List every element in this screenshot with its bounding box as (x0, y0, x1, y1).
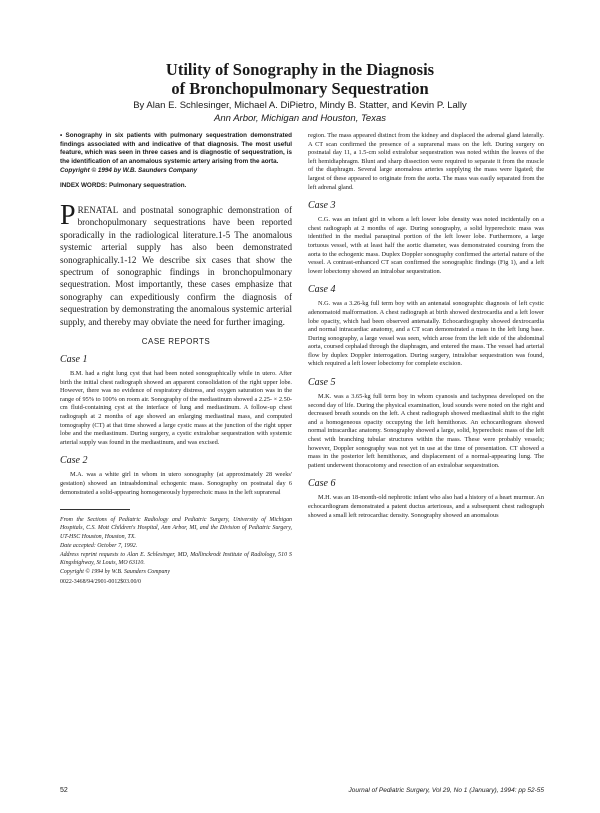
footnote-accepted: Date accepted: October 7, 1992. (60, 542, 138, 549)
case-4-heading: Case 4 (308, 284, 336, 296)
journal-citation: Journal of Pediatric Surgery, Vol 29, No 1 (January), 1994: pp 52-55 (348, 787, 544, 794)
case-3-text: C.G. was an infant girl in whom a left lower lobe density was noted incidentally on a chest radiograph at 2 months of age. During sonography, a solid hyperechoic mass was identified in the medial paraspinal portion of the left lower lobe. Furthermore, a large tortuous vessel, with at least half the aortic diameter, was demonstrated coursing from the aorta to the echogenic mass. Duplex Doppler sonography confirmed the arterial nature of the vessel. A contrast-enhanced CT scan confirmed the sonographic findings (Fig 1), and a left lower lobectomy showed an intralobar sequestration. (308, 216, 544, 275)
case-6-heading: Case 6 (308, 478, 336, 490)
drop-cap: P (60, 200, 76, 231)
case-6-text: M.H. was an 18-month-old nephrotic infant who also had a history of a heart murmur. An echocardiogram demonstrated a patent ductus arteriosus, and a subsequent chest radiograph showed a small left retrocardiac density. Sonography showed an anomalous (308, 494, 544, 519)
case-1-text: B.M. had a right lung cyst that had been noted sonographically while in utero. After birth the initial chest radiograph showed an apparent consolidation of the right upper lobe. However, there was no evidence of respiratory distress, and oxygen saturation was in the range of 95% to 100% on room air. Sonography of the mediastinum showed a 2.25- × 2.50-cm fluid-containing cyst at the interface of lung and mediastinum. A follow-up chest radiograph at 2 months of age showed an enlarging mediastinal mass, and computed tomography (CT) at that time showed a large cystic mass at the junction of the right upper lobe and the mediastinum. During surgery, a cystic extralobar sequestration with systemic arterial supply was found in the mediastinum, and was excised. (60, 370, 292, 446)
author-affiliation: Ann Arbor, Michigan and Houston, Texas (214, 113, 386, 124)
footnote-copyright: Copyright © 1994 by W.B. Saunders Company (60, 569, 170, 576)
footnote-code: 0022-3468/94/2901-0012$03.00/0 (60, 578, 141, 585)
article-title (60, 60, 540, 98)
case-4-text: N.G. was a 3.26-kg full term boy with an antenatal sonographic diagnosis of left cystic adenomatoid malformation. A chest radiograph at birth showed dextrocardia and a left lower lobe opacity, which had been observed antenatally. Echocardiography showed dextrocardia and normal intracardiac anatomy, and a CT scan demonstrated a mass in the left lung base. During sonography, a large vessel was seen, which arose from the left side of the abdominal aorta, coursed cephalad through the diaphragm, and entered the mass. The vessel had arterial flow by duplex Doppler interrogation. During surgery, intralobar sequestration was found, which required a left lower lobectomy for complete excision. (308, 300, 544, 368)
footnote-from: From the Sections of Pediatric Radiology and Pediatric Surgery, University of Michigan Hospitals, C.S. Mott Children's Hospital, Ann Arbor, MI, and the Division of Pediatric Surgery, UT-HSC Houston, Houston, TX. (60, 517, 292, 540)
title-line-2: of Bronchopulmonary Sequestration (171, 79, 429, 98)
right-column (308, 132, 544, 520)
footnote-rule (60, 509, 130, 510)
left-column (60, 132, 292, 587)
case-5-heading: Case 5 (308, 377, 336, 389)
title-line-1: Utility of Sonography in the Diagnosis (165, 60, 435, 79)
case-2-text-continued: region. The mass appeared distinct from the kidney and displaced the adrenal gland laterally. A CT scan confirmed the presence of a suprarenal mass on the left. During surgery on postnatal day 11, a 1.5-cm solid extralobar sequestration was noted within the leaves of the left hemidiaphragm. Blunt and sharp dissection were required to separate it from the muscle of the diaphragm. Several large anomalous arteries supplying the mass were ligated; the largest of these appeared to originate from the aorta. The mass was easily separated from the left adrenal gland. (308, 132, 544, 191)
abstract: • Sonography in six patients with pulmonary sequestration demonstrated findings associated with and indicative of that diagnosis. The most useful feature, which was seen in three cases and is diagnostic of sequestration, is the identification of an anomalous systemic artery arising from the aorta. (60, 132, 292, 165)
case-1-heading: Case 1 (60, 354, 88, 366)
page-number: 52 (60, 787, 68, 794)
footnote-reprints: Address reprint requests to Alan E. Schlesinger, MD, Mallinckrodt Institute of Radiology, 510 S Kingshighway, St Louis, MO 63110. (60, 552, 292, 567)
case-5-text: M.K. was a 3.65-kg full term boy in whom cyanosis and tachypnea developed on the second day of life. During the physical examination, loud sounds were noted on the right and decreased breath sounds on the left. A chest radiograph showed mediastinal shift to the right and a homogeneous opacity occupying the left hemithorax. An echocardiogram showed normal intracardiac anatomy. Sonography showed a large, solid, hyperechoic mass of the left chest with branching tubular structures within the mass. These were probably vessels; however, Doppler sonography was not yet in use at the time of presentation. CT showed a mass in the posterior left hemithorax, and displacement of a normal-appearing lung. The patient underwent thoracotomy and resection of an extralobar sequestration. (308, 393, 544, 469)
case-2-text-start: M.A. was a white girl in whom in utero sonography (at approximately 28 weeks' gestation) showed an intraabdominal echogenic mass. Sonography on postnatal day 6 demonstrated a solid-appearing homogeneously hyperechoic mass in the left suprarenal (60, 471, 292, 496)
index-words: INDEX WORDS: Pulmonary sequestration. (60, 181, 187, 189)
case-2-heading: Case 2 (60, 455, 88, 467)
case-3-heading: Case 3 (308, 200, 336, 212)
introduction (60, 200, 292, 328)
introduction-text: RENATAL and postnatal sonographic demonstration of bronchopulmonary sequestrations have been reported sporadically in the radiological literature.1-5 The anomalous systemic arterial supply has also been demonstrated sonographically.1-12 We describe six cases that show the spectrum of sonographic findings in bronchopulmonary sequestration. Most importantly, these cases emphasize that sonography can expeditiously confirm the diagnosis of sequestration by demonstrating the anomalous systemic arterial supply, and thereby may obviate the need for further imaging. (60, 205, 292, 327)
abstract-copyright: Copyright © 1994 by W.B. Saunders Company (60, 167, 198, 174)
author-list: By Alan E. Schlesinger, Michael A. DiPietro, Mindy B. Statter, and Kevin P. Lally (133, 100, 467, 111)
case-reports-heading: CASE REPORTS (141, 337, 211, 347)
